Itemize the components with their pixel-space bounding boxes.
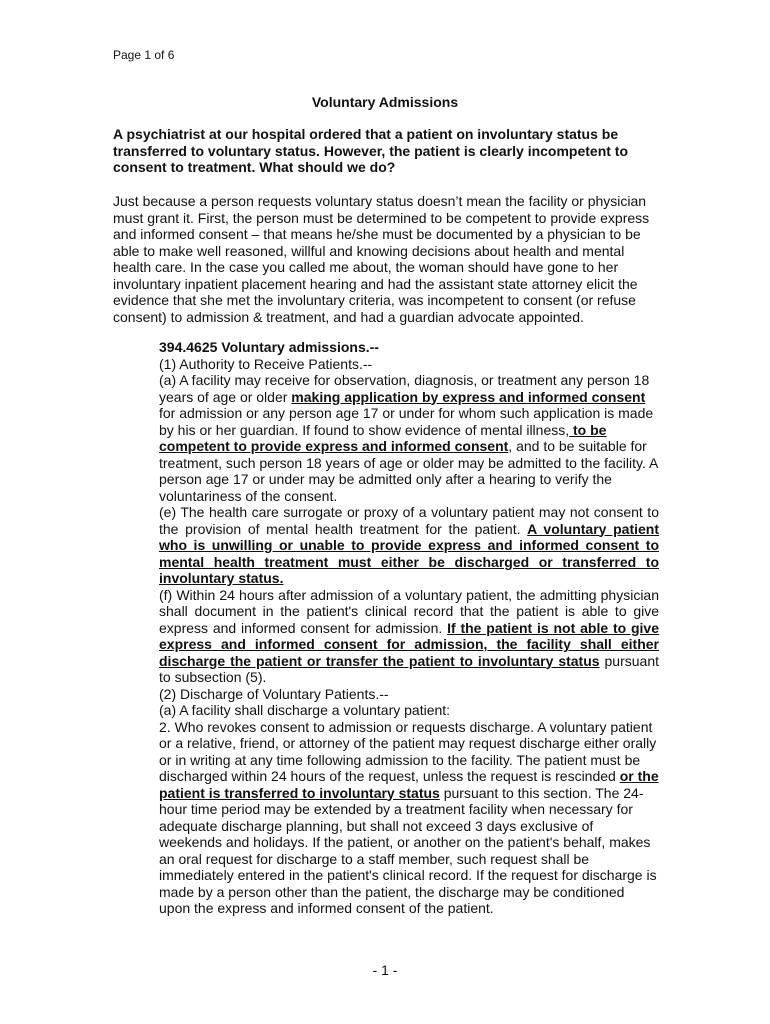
page-footer-number: - 1 - [372,962,398,978]
paragraph-1a: (a) A facility may receive for observation, diagnosis, or treatment any person 18 years of age or older making application by express and informed consent for admission or any person age 17 or under for whom such application is made by his or her guardian. If found to show evidence of mental illness, to be competent to provide express and informed consent, and to be suitable for treatment, such person 18 years of age or older may be admitted to the facility. A person age 17 or under may be admitted only after a hearing to verify the voluntariness of the consent. [159,372,658,504]
page-number-label: Page 1 of 6 [113,48,175,62]
subsection-1-heading: (1) Authority to Receive Patients.-- [159,355,373,372]
emphasis-express-consent: making application by express and informed consent [291,388,646,405]
paragraph-2-item-2: 2. Who revokes consent to admission or requests discharge. A voluntary patient or a relative, friend, or attorney of the patient may request discharge either orally or in writing at any time following admission to the facility. The patient must be discharged within 24 hours of the request, unless the request is rescinded or the patient is transferred to involuntary status pursuant to this section. The 24-hour time period may be extended by a treatment facility when necessary for adequate discharge planning, but shall not exceed 3 days exclusive of weekends and holidays. If the patient, or another on the patient's behalf, makes an oral request for discharge to a staff member, such request shall be immediately entered in the patient's clinical record. If the request for discharge is made by a person other than the patient, the discharge may be conditioned upon the express and informed consent of the patient. [159,718,659,916]
paragraph-2a: (a) A facility shall discharge a voluntary patient: [159,702,451,718]
emphasis-discharge-or-transfer: If the patient is not able to give express and informed consent for admission, the facility shall either discharge the patient or transfer the patient to involuntary status [159,619,659,669]
statute-excerpt [159,339,659,917]
paragraph-1e: (e) The health care surrogate or proxy of a voluntary patient may not consent to the provision of mental health treatment for the patient. A voluntary patient who is unwilling or unable to provide express and informed consent to mental health treatment must either be discharged or transferred to involuntary status. [159,504,659,586]
intro-paragraph: Just because a person requests voluntary status doesn’t mean the facility or physician must grant it. First, the person must be determined to be competent to provide express and informed consent – that means he/she must be documented by a physician to be able to make well reasoned, willful and knowing decisions about health and mental health care. In the case you called me about, the woman should have gone to her involuntary inpatient placement hearing and had the assistant state attorney elicit the evidence that she met the involuntary criteria, was incompetent to consent (or refuse consent) to admission & treatment, and had a guardian advocate appointed. [113,193,650,325]
document-title: Voluntary Admissions [311,94,459,110]
question-paragraph: A psychiatrist at our hospital ordered that a patient on involuntary status be transferred to voluntary status. However, the patient is clearly incompetent to consent to treatment. What should we do? [113,126,629,175]
statute-heading: 394.4625 Voluntary admissions.-- [159,339,379,355]
emphasis-voluntary-patient: A voluntary patient who is unwilling or unable to provide express and informed consent to mental health treatment must either be discharged or transferred to involuntary status. [159,520,659,586]
subsection-2-heading: (2) Discharge of Voluntary Patients.-- [159,685,389,702]
paragraph-1f: (f) Within 24 hours after admission of a voluntary patient, the admitting physician shall document in the patient's clinical record that the patient is able to give express and informed consent for admission. If the patient is not able to give express and informed consent for admission, the facility shall either discharge the patient or transfer the patient to involuntary status pursuant to subsection (5). [159,586,660,685]
emphasis-transferred: or the patient is transferred to involuntary status [159,768,659,801]
emphasis-competent: to be competent to provide express and informed consent [159,421,607,454]
